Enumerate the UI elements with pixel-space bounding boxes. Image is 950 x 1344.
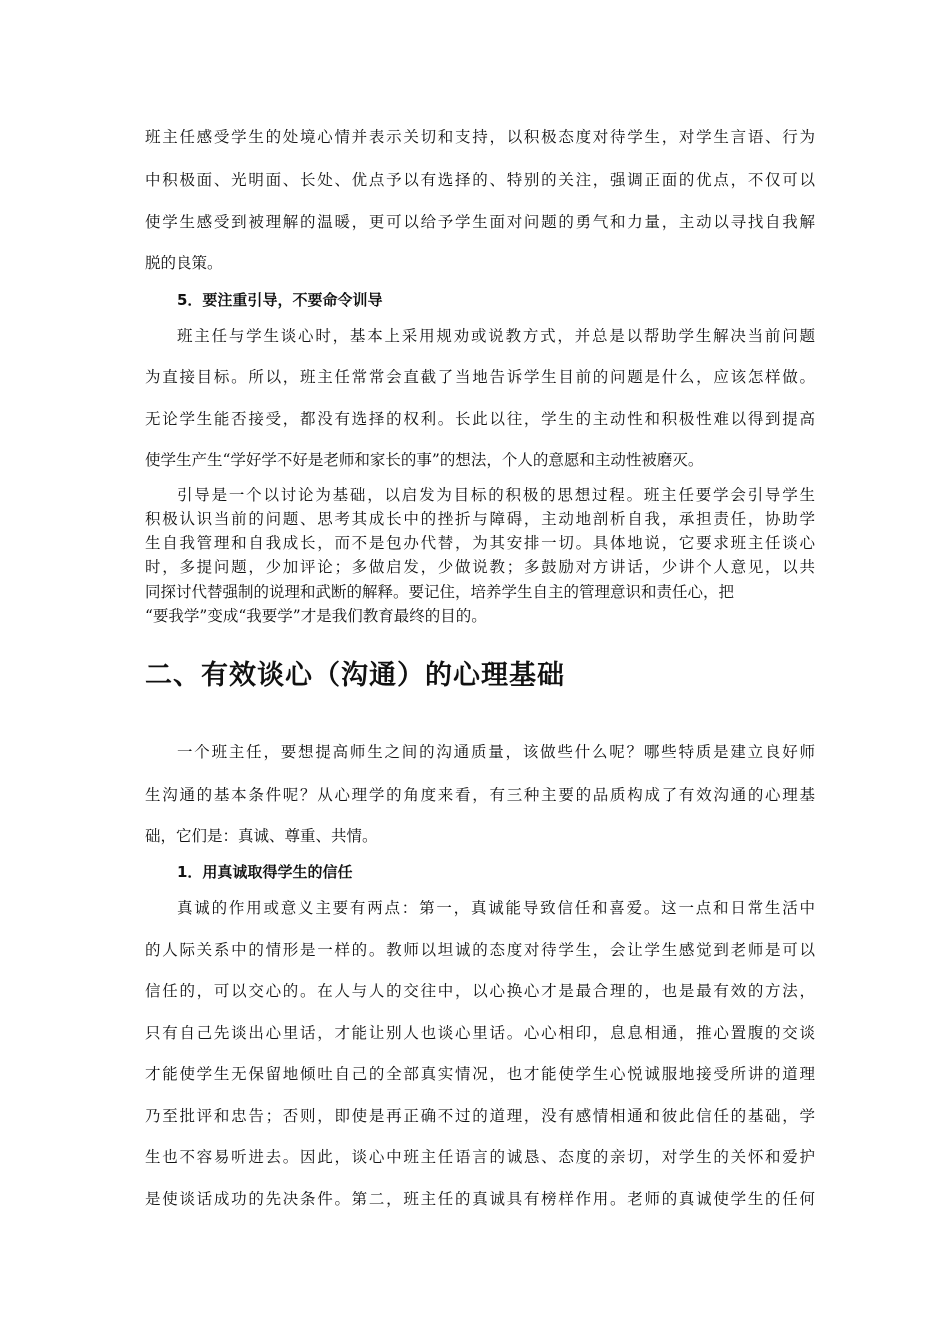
- paragraph-line: “要我学”变成“我要学”才是我们教育最终的目的。: [145, 607, 487, 625]
- paragraph-line: 一个班主任，要想提高师生之间的沟通质量，该做些什么呢？哪些特质是建立良好师: [177, 743, 815, 761]
- subheading-5: 5．要注重引导，不要命令训导: [177, 291, 383, 309]
- paragraph-line: 乃至批评和忠告；否则，即使是再正确不过的道理，没有感情相通和彼此信任的基础，学: [145, 1107, 815, 1125]
- paragraph-line: 生自我管理和自我成长，而不是包办代替，为其安排一切。具体地说，它要求班主任谈心: [145, 534, 815, 552]
- paragraph-line: 班主任感受学生的处境心情并表示关切和支持，以积极态度对待学生，对学生言语、行为: [145, 128, 815, 146]
- paragraph-line: 信任的，可以交心的。在人与人的交往中，以心换心才是最合理的，也是最有效的方法，: [145, 982, 815, 1000]
- paragraph-line: 础，它们是：真诚、尊重、共情。: [145, 827, 378, 845]
- paragraph-line: 真诚的作用或意义主要有两点：第一，真诚能导致信任和喜爱。这一点和日常生活中: [177, 899, 815, 917]
- paragraph-line: 才能使学生无保留地倾吐自己的全部真实情况，也才能使学生心悦诚服地接受所讲的道理: [145, 1065, 815, 1083]
- paragraph-line: 同探讨代替强制的说理和武断的解释。要记住，培养学生自主的管理意识和责任心，把: [145, 583, 735, 601]
- paragraph-line: 引导是一个以讨论为基础，以启发为目标的积极的思想过程。班主任要学会引导学生: [177, 486, 815, 504]
- paragraph-line: 使学生感受到被理解的温暖，更可以给予学生面对问题的勇气和力量，主动以寻找自我解: [145, 213, 815, 231]
- paragraph-line: 是使谈话成功的先决条件。第二，班主任的真诚具有榜样作用。老师的真诚使学生的任何: [145, 1190, 815, 1208]
- paragraph-line: 使学生产生“学好学不好是老师和家长的事”的想法，个人的意愿和主动性被磨灭。: [145, 451, 704, 469]
- paragraph-line: 只有自己先谈出心里话，才能让别人也谈心里话。心心相印，息息相通，推心置腹的交谈: [145, 1024, 815, 1042]
- paragraph-line: 为直接目标。所以，班主任常常会直截了当地告诉学生目前的问题是什么，应该怎样做。: [145, 368, 815, 386]
- paragraph-line: 无论学生能否接受，都没有选择的权利。长此以往，学生的主动性和积极性难以得到提高: [145, 410, 815, 428]
- paragraph-line: 时，多提问题，少加评论；多做启发，少做说教；多鼓励对方讲话，少讲个人意见，以共: [145, 558, 815, 576]
- paragraph-line: 生也不容易听进去。因此，谈心中班主任语言的诚恳、态度的亲切，对学生的关怀和爱护: [145, 1148, 815, 1166]
- subheading-1: 1．用真诚取得学生的信任: [177, 863, 353, 881]
- paragraph-line: 生沟通的基本条件呢？从心理学的角度来看，有三种主要的品质构成了有效沟通的心理基: [145, 786, 815, 804]
- paragraph-line: 中积极面、光明面、长处、优点予以有选择的、特别的关注，强调正面的优点，不仅可以: [145, 171, 815, 189]
- paragraph-line: 班主任与学生谈心时，基本上采用规劝或说教方式，并总是以帮助学生解决当前问题: [177, 327, 815, 345]
- section-title: 二、有效谈心（沟通）的心理基础: [145, 660, 565, 691]
- paragraph-line: 积极认识当前的问题、思考其成长中的挫折与障碍，主动地剖析自我，承担责任，协助学: [145, 510, 815, 528]
- paragraph-line: 的人际关系中的情形是一样的。教师以坦诚的态度对待学生，会让学生感觉到老师是可以: [145, 941, 815, 959]
- paragraph-line: 脱的良策。: [145, 254, 223, 272]
